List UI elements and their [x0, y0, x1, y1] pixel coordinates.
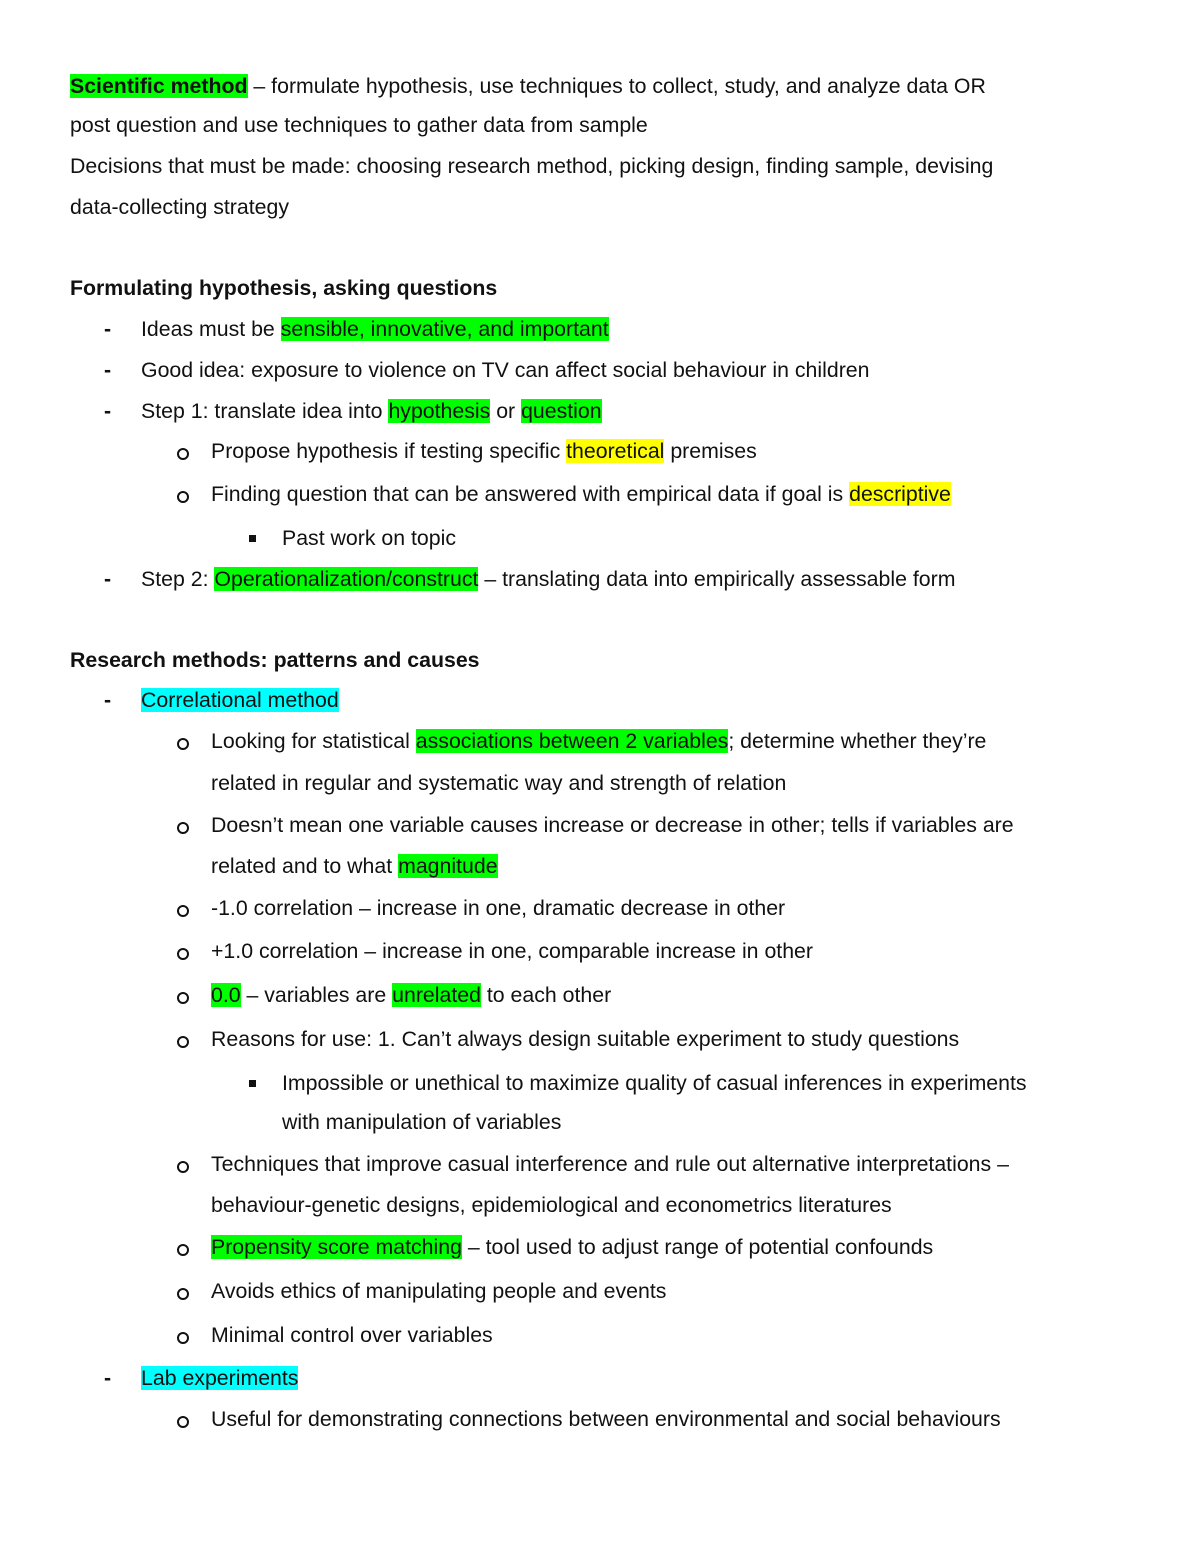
list-item-continuation: related in regular and systematic way and strength of relation [211, 771, 787, 795]
list-item: Reasons for use: 1. Can’t always design suitable experiment to study questions [211, 1027, 960, 1051]
heading-research-methods: Research methods: patterns and causes [70, 648, 480, 672]
list-item: Doesn’t mean one variable causes increase or decrease in other; tells if variables are [211, 813, 1014, 837]
list-item: Avoids ethics of manipulating people and events [211, 1279, 667, 1303]
circle-bullet [177, 1408, 189, 1434]
circle-bullet [177, 1153, 189, 1179]
circle-bullet [177, 1280, 189, 1306]
heading-formulating-hypothesis: Formulating hypothesis, asking questions [70, 276, 498, 300]
list-item: 0.0 – variables are unrelated to each other [211, 983, 612, 1007]
dash-bullet: - [104, 358, 112, 382]
dash-bullet: - [104, 567, 112, 591]
term-correlational-method: Correlational method [141, 688, 339, 712]
list-item-continuation: behaviour-genetic designs, epidemiological and econometrics literatures [211, 1193, 892, 1217]
intro-line-2: post question and use techniques to gather data from sample [70, 113, 648, 137]
circle-bullet [177, 483, 189, 509]
list-item: Techniques that improve casual interference and rule out alternative interpretations – [211, 1152, 1009, 1176]
circle-bullet [177, 940, 189, 966]
list-item: Ideas must be sensible, innovative, and important [141, 317, 609, 341]
intro-line-4: data-collecting strategy [70, 195, 290, 219]
dash-bullet: - [104, 688, 112, 712]
dash-bullet: - [104, 1366, 112, 1390]
circle-bullet [177, 1324, 189, 1350]
circle-bullet [177, 730, 189, 756]
list-item: Impossible or unethical to maximize quality of casual inferences in experiments [282, 1071, 1027, 1095]
list-item: Step 1: translate idea into hypothesis or question [141, 399, 602, 423]
term-lab-experiments: Lab experiments [141, 1366, 299, 1390]
circle-bullet [177, 1236, 189, 1262]
list-item: Useful for demonstrating connections between environmental and social behaviours [211, 1407, 1001, 1431]
square-bullet [249, 522, 256, 548]
list-item: Finding question that can be answered with empirical data if goal is descriptive [211, 482, 951, 506]
circle-bullet [177, 1028, 189, 1054]
intro-line-3: Decisions that must be made: choosing research method, picking design, finding sample, devising [70, 154, 994, 178]
list-item [141, 687, 339, 713]
circle-bullet [177, 897, 189, 923]
list-item: Propose hypothesis if testing specific theoretical premises [211, 439, 757, 463]
circle-bullet [177, 814, 189, 840]
dash-bullet: - [104, 317, 112, 341]
list-item-continuation: with manipulation of variables [282, 1110, 562, 1134]
circle-bullet [177, 984, 189, 1010]
list-item: Propensity score matching – tool used to adjust range of potential confounds [211, 1235, 934, 1259]
square-bullet [249, 1067, 256, 1093]
list-item: -1.0 correlation – increase in one, dramatic decrease in other [211, 896, 786, 920]
list-item [141, 1365, 298, 1391]
circle-bullet [177, 440, 189, 466]
intro-line-1: Scientific method – formulate hypothesis, use techniques to collect, study, and analyze data OR [70, 74, 986, 98]
list-item: Step 2: Operationalization/construct – translating data into empirically assessable form [141, 567, 956, 591]
list-item: Good idea: exposure to violence on TV can affect social behaviour in children [141, 358, 870, 382]
list-item: Looking for statistical associations between 2 variables; determine whether they’re [211, 729, 987, 753]
list-item: Minimal control over variables [211, 1323, 493, 1347]
list-item: Past work on topic [282, 526, 457, 550]
term-scientific-method: Scientific method [70, 74, 248, 98]
list-item: +1.0 correlation – increase in one, comparable increase in other [211, 939, 813, 963]
list-item-continuation: related and to what magnitude [211, 854, 498, 878]
dash-bullet: - [104, 399, 112, 423]
